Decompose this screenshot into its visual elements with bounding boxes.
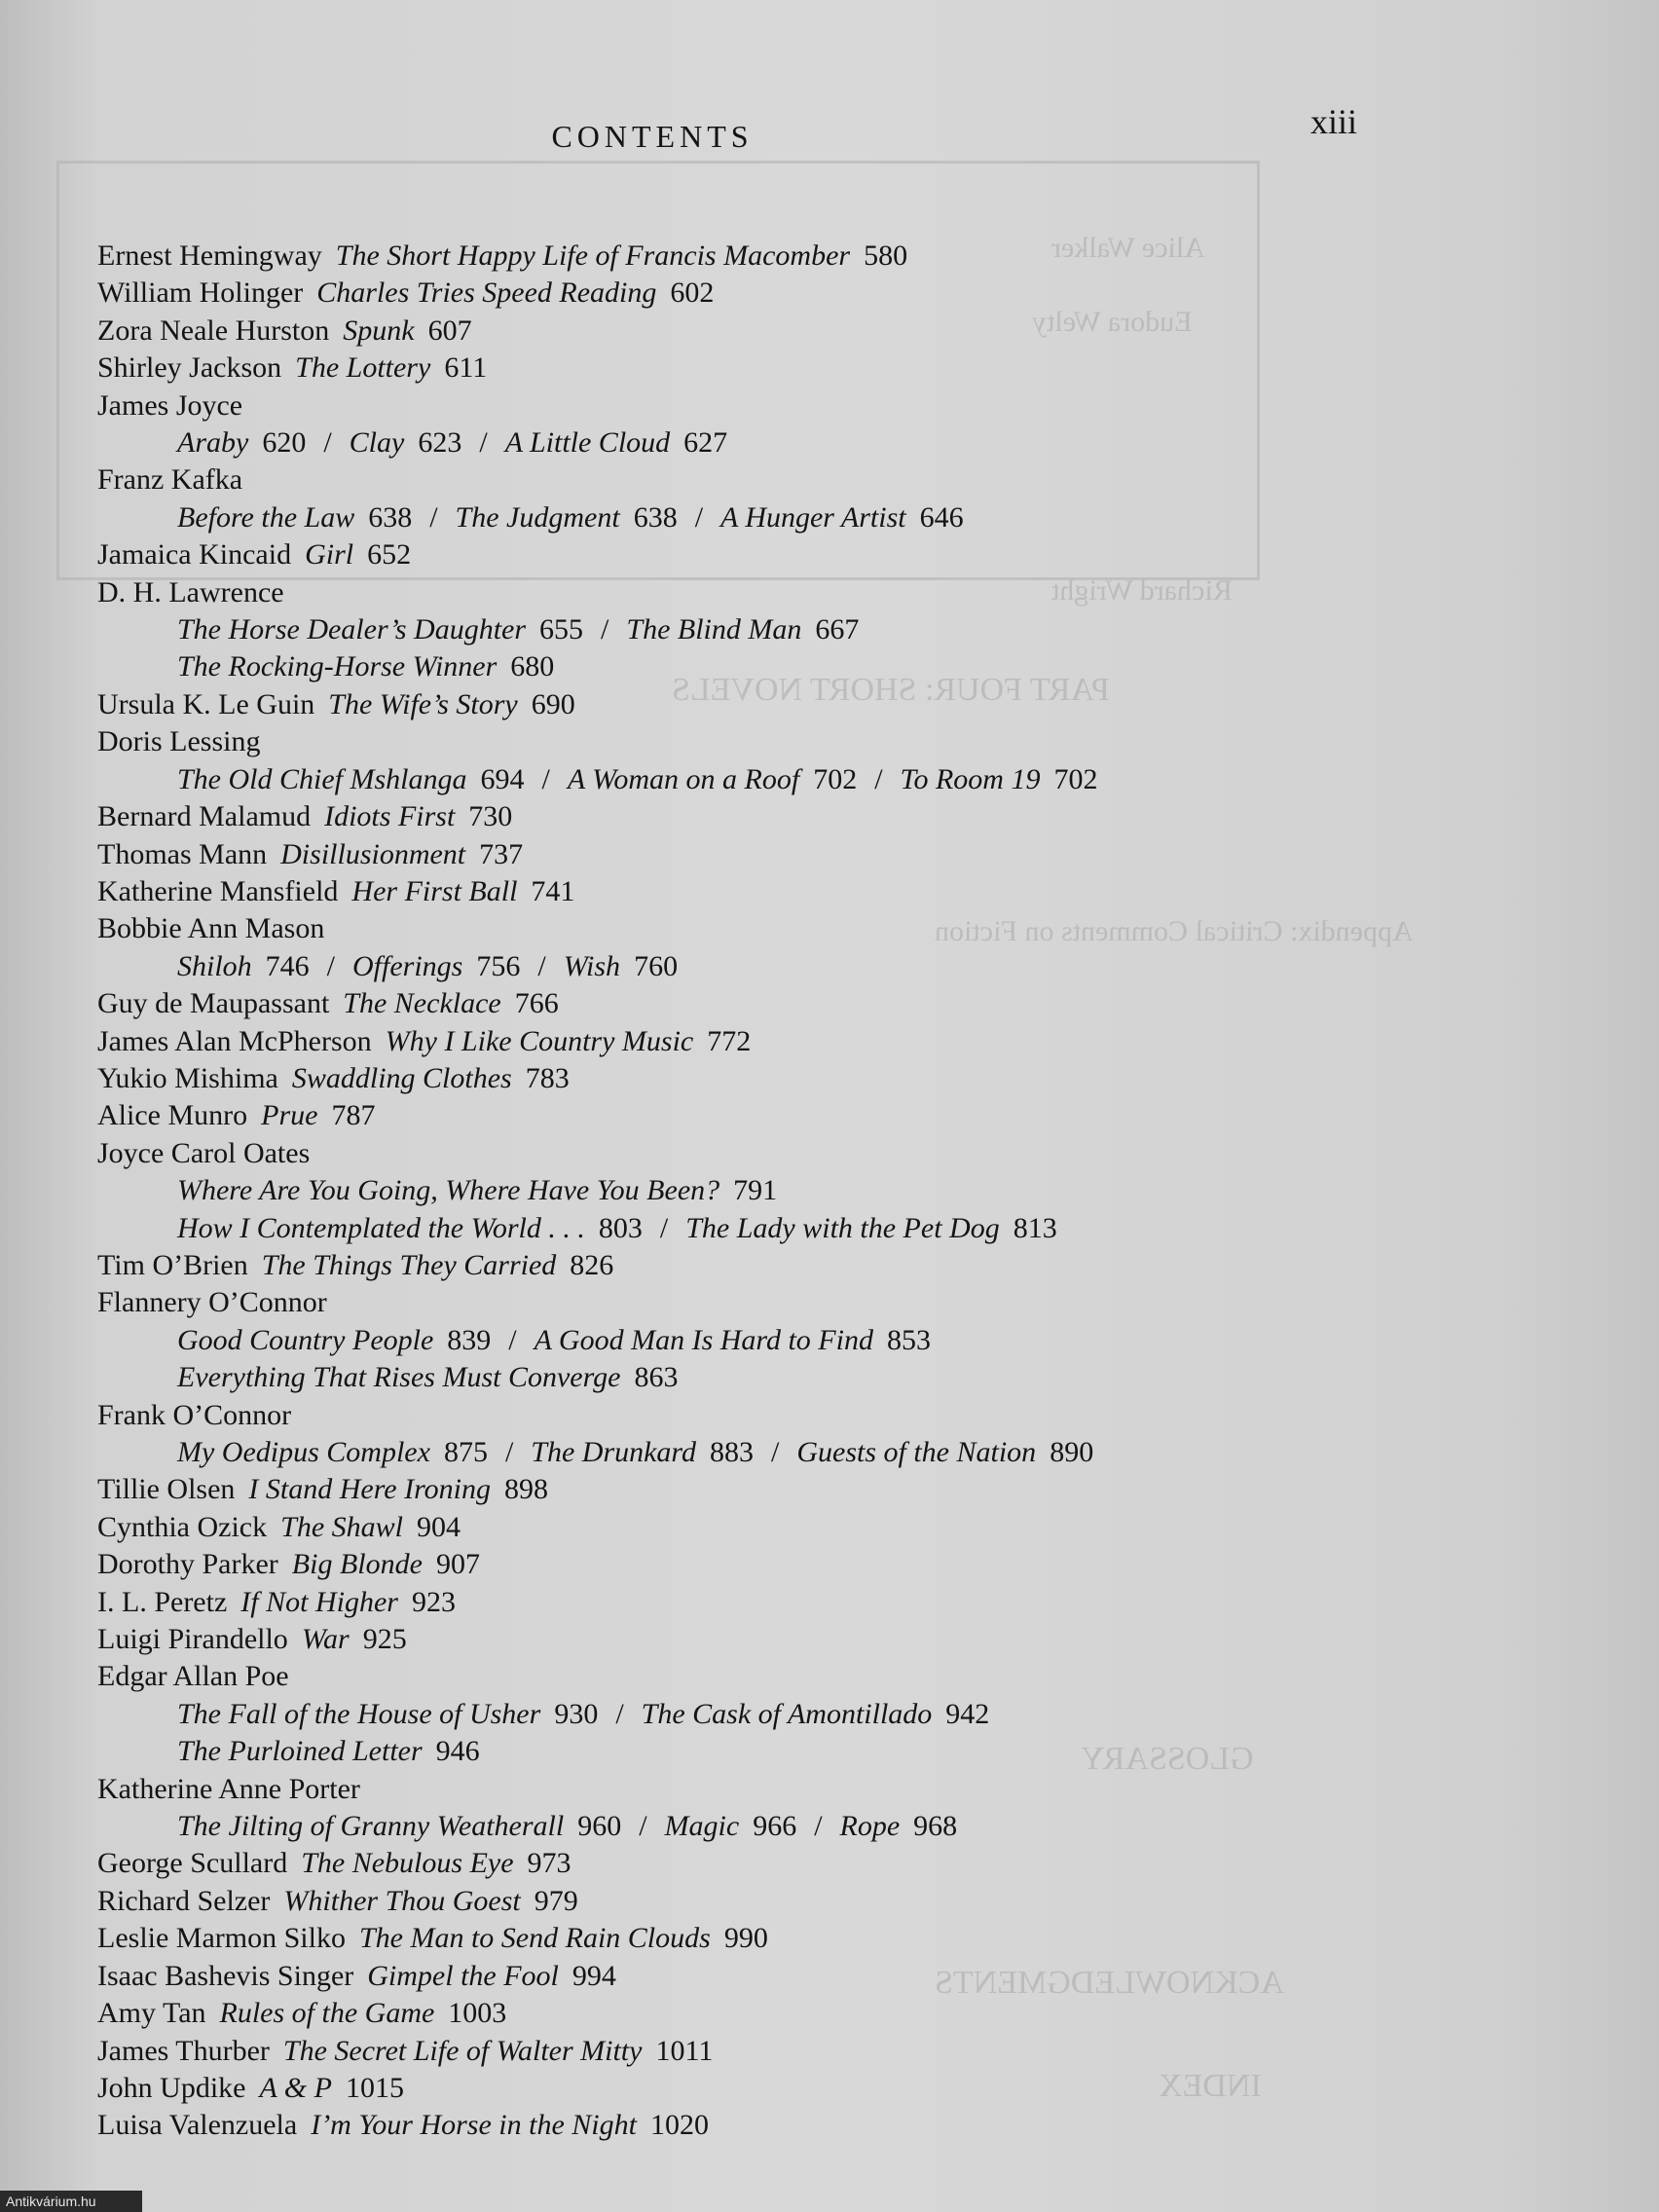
contents-entry	[97, 873, 1324, 910]
author-name: Bernard Malamud	[97, 800, 312, 833]
story-title: Charles Tries Speed Reading	[316, 276, 657, 310]
separator: /	[537, 949, 546, 982]
story-title: A Little Cloud	[504, 426, 671, 460]
contents-subline	[97, 1733, 1324, 1770]
author-name: I. L. Peretz	[97, 1585, 228, 1618]
separator: /	[541, 762, 550, 795]
page-ref: 925	[362, 1623, 407, 1656]
author-name: Leslie Marmon Silko	[97, 1922, 346, 1955]
page-ref: 853	[886, 1323, 931, 1356]
story-title: The Lady with the Pet Dog	[685, 1211, 1000, 1244]
page-ref: 766	[514, 987, 559, 1020]
story-title: The Things They Carried	[261, 1248, 557, 1281]
author-name: Tillie Olsen	[97, 1473, 236, 1506]
contents-entry	[97, 1958, 1324, 1995]
story-title: How I Contemplated the World . . .	[177, 1211, 585, 1244]
story-title: Prue	[261, 1099, 318, 1132]
story-title: Rules of the Game	[219, 1997, 435, 2030]
contents-entry	[97, 1584, 1324, 1621]
contents-entry	[97, 2070, 1324, 2107]
contents-entry	[97, 1771, 1324, 1808]
page-ref: 760	[634, 949, 679, 982]
contents-list	[97, 238, 1324, 2145]
author-name: Shirley Jackson	[97, 351, 282, 385]
separator: /	[479, 426, 488, 460]
story-title: I’m Your Horse in the Night	[311, 2109, 637, 2142]
story-title: A Good Man Is Hard to Find	[534, 1323, 873, 1356]
story-title: Big Blonde	[291, 1548, 423, 1581]
page-ref: 756	[476, 949, 521, 982]
page-number: xiii	[1310, 102, 1358, 141]
page-ref: 730	[468, 800, 513, 833]
page-ref: 994	[571, 1959, 616, 1992]
story-title: I Stand Here Ironing	[248, 1473, 491, 1506]
author-name: Guy de Maupassant	[97, 987, 330, 1020]
contents-entry	[97, 1621, 1324, 1658]
page-ref: 1015	[345, 2071, 404, 2104]
page-ref: 702	[813, 762, 858, 795]
contents-entry	[97, 1471, 1324, 1508]
author-name: James Thurber	[97, 2034, 270, 2067]
story-title: Clay	[349, 426, 405, 460]
story-title: Where Are You Going, Where Have You Been?	[177, 1174, 720, 1207]
story-title: The Shawl	[280, 1510, 403, 1543]
page-ref: 966	[753, 1810, 797, 1843]
page-ref: 627	[683, 426, 728, 460]
watermark: Antikvárium.hu	[0, 2191, 142, 2212]
page-ref: 883	[710, 1436, 754, 1468]
page-ref: 694	[480, 762, 525, 795]
contents-entry	[97, 387, 1324, 424]
contents-entry	[97, 461, 1324, 498]
author-name: James Joyce	[97, 388, 243, 422]
page-ref: 791	[733, 1174, 778, 1207]
page-ref: 772	[707, 1024, 752, 1057]
story-title: Before the Law	[177, 500, 355, 534]
story-title: Shiloh	[177, 949, 252, 982]
contents-entry	[97, 574, 1324, 611]
page-ref: 655	[539, 613, 584, 646]
story-title: Rope	[839, 1810, 901, 1843]
author-name: Isaac Bashevis Singer	[97, 1959, 354, 1992]
story-title: Whither Thou Goest	[283, 1884, 521, 1917]
book-page: Alice Walker Eudora Welty Richard Wright PART FOUR: SHORT NOVELS Appendix: Critical Comments on Fiction GLOSSARY ACKNOWLEDGMENTS INDEX CONTENTS xiii Ernest Hemingway The Short Happy Life of Francis Macomber 580 William Holinger Charles Tries Speed Reading 602 Zora Neale Hurston Spunk 607 Shirley Jackson The Lottery 611 James Joyce Araby 620 / Clay 623 / A Little Cloud 627 Franz Kafka Before the Law 638 / The Judgment 638 / A Hunger Artist 646 Jamaica Kincaid Girl 652 D. H. Lawrence The Horse Dealer’s Daughter 655 / The Blind Man 667 The Rocking-Horse Winner 680 Ursula K. Le Guin The Wife’s Story 690 Doris Lessing The Old Chief Mshlanga 694 / A Woman on a Roof 702 / To Room 19 702 Bernard Malamud Idiots First 730 Thomas Mann Disillusionment 737 Katherine Mansfield Her First Ball 741 Bobbie Ann Mason Shiloh 746 / Offerings 756 / Wish 760 Guy de Maupassant The Necklace 766 James Alan McPherson Why I Like Country Music 772 Yukio Mishima Swaddling Clothes 783 Alice Munro Prue 787 Joyce Carol Oates Where Are You Going, Where Have You Been? 791 How I Contemplated the World . . . 803 / The Lady with the Pet Dog 813 Tim O’Brien The Things They Carried 826 Flannery O’Connor Good Country People 839 / A Good Man Is Hard to Find 853 Everything That Rises Must Converge 863 Frank O’Connor My Oedipus Complex 875 / The Drunkard 883 / Guests of the Nation 890 Tillie Olsen I Stand Here Ironing 898 Cynthia Ozick The Shawl 904 Dorothy Parker Big Blonde 907 I. L. Peretz If Not Higher 923 Luigi Pirandello War 925 Edgar Allan Poe The Fall of the House of Usher 930 / The Cask of Amontillado 942 The Purloined Letter 946 Katherine Anne Porter The Jilting of Granny Weatherall 960 / Magic 966 / Rope 968 George Scullard The Nebulous Eye 973 Richard Selzer Whither Thou Goest 979 Leslie Marmon Silko The Man to Send Rain Clouds 990 Isaac Bashevis Singer Gimpel the Fool 994 Amy Tan Rules of the Game 1003 James Thurber The Secret Life of Walter Mitty 1011 John Updike A & P 1015 Luisa Valenzuela I’m Your Horse in the Night 1020 Antikvárium.hu	[0, 0, 1659, 2212]
page-ref: 968	[913, 1810, 958, 1843]
author-name: Katherine Anne Porter	[97, 1772, 360, 1805]
separator: /	[323, 426, 332, 460]
author-name: Luigi Pirandello	[97, 1623, 288, 1656]
author-name: Zora Neale Hurston	[97, 313, 330, 347]
separator: /	[508, 1323, 517, 1356]
author-name: Thomas Mann	[97, 837, 268, 870]
contents-entry	[97, 723, 1324, 760]
separator: /	[326, 949, 336, 982]
author-name: Luisa Valenzuela	[97, 2109, 298, 2142]
page-ref: 923	[411, 1585, 456, 1618]
author-name: Amy Tan	[97, 1997, 206, 2030]
story-title: The Rocking-Horse Winner	[177, 650, 498, 683]
page-ref: 638	[368, 500, 413, 534]
story-title: Spunk	[343, 313, 415, 347]
page-ref: 803	[598, 1211, 643, 1244]
contents-entry	[97, 1284, 1324, 1321]
story-title: The Man to Send Rain Clouds	[358, 1922, 711, 1955]
separator: /	[659, 1211, 669, 1244]
contents-subline	[97, 499, 1324, 536]
page-ref: 1020	[649, 2109, 709, 2142]
page-ref: 875	[443, 1436, 488, 1468]
story-title: Idiots First	[324, 800, 456, 833]
story-title: The Necklace	[343, 987, 501, 1020]
story-title: Her First Ball	[351, 874, 518, 907]
separator: /	[814, 1810, 823, 1843]
author-name: James Alan McPherson	[97, 1024, 372, 1057]
page-ref: 652	[367, 538, 412, 571]
author-name: Dorothy Parker	[97, 1548, 278, 1581]
author-name: William Holinger	[97, 276, 304, 310]
page-header: CONTENTS	[551, 119, 754, 154]
story-title: Good Country People	[177, 1323, 434, 1356]
page-ref: 746	[265, 949, 310, 982]
story-title: Wish	[563, 949, 621, 982]
contents-entry	[97, 798, 1324, 835]
author-name: Yukio Mishima	[97, 1061, 278, 1094]
contents-subline	[97, 1808, 1324, 1845]
contents-subline	[97, 424, 1324, 461]
story-title: The Drunkard	[531, 1436, 696, 1468]
story-title: A & P	[259, 2071, 332, 2104]
contents-entry	[97, 2033, 1324, 2070]
contents-entry	[97, 836, 1324, 873]
contents-entry	[97, 1097, 1324, 1134]
story-title: The Purloined Letter	[177, 1735, 423, 1768]
contents-subline	[97, 1696, 1324, 1733]
page-ref: 907	[435, 1548, 480, 1581]
contents-entry	[97, 1658, 1324, 1695]
author-name: Joyce Carol Oates	[97, 1136, 311, 1169]
page-ref: 741	[531, 874, 575, 907]
page-ref: 904	[417, 1510, 461, 1543]
contents-subline	[97, 1210, 1324, 1247]
contents-entry	[97, 910, 1324, 947]
author-name: Ursula K. Le Guin	[97, 687, 315, 720]
page-ref: 787	[331, 1099, 376, 1132]
story-title: The Fall of the House of Usher	[177, 1697, 541, 1730]
page-ref: 826	[570, 1248, 614, 1281]
author-name: Franz Kafka	[97, 463, 243, 497]
page-ref: 737	[479, 837, 524, 870]
separator: /	[771, 1436, 780, 1468]
contents-subline	[97, 611, 1324, 648]
story-title: To Room 19	[900, 762, 1041, 795]
page-ref: 942	[945, 1697, 990, 1730]
author-name: Bobbie Ann Mason	[97, 912, 325, 945]
page-ref: 602	[670, 276, 715, 310]
story-title: Why I Like Country Music	[385, 1024, 694, 1057]
contents-subline	[97, 1359, 1324, 1396]
page-ref: 898	[504, 1473, 548, 1506]
story-title: The Lottery	[295, 351, 431, 385]
story-title: If Not Higher	[240, 1585, 398, 1618]
contents-entry	[97, 1920, 1324, 1957]
contents-subline	[97, 1434, 1324, 1471]
contents-entry	[97, 1023, 1324, 1060]
story-title: The Short Happy Life of Francis Macomber	[335, 240, 851, 272]
contents-entry	[97, 238, 1324, 275]
page-ref: 638	[633, 500, 678, 534]
separator: /	[504, 1436, 514, 1468]
story-title: Araby	[177, 426, 249, 460]
author-name: Edgar Allan Poe	[97, 1660, 289, 1693]
story-title: Guests of the Nation	[796, 1436, 1037, 1468]
contents-entry	[97, 1995, 1324, 2032]
contents-entry	[97, 686, 1324, 723]
author-name: Frank O’Connor	[97, 1398, 292, 1431]
story-title: Magic	[664, 1810, 740, 1843]
page-ref: 680	[510, 650, 555, 683]
author-name: Flannery O’Connor	[97, 1286, 327, 1319]
contents-entry	[97, 1135, 1324, 1172]
separator: /	[601, 613, 609, 646]
story-title: The Old Chief Mshlanga	[177, 762, 467, 795]
page-ref: 667	[815, 613, 860, 646]
contents-entry	[97, 313, 1324, 350]
page-ref: 979	[534, 1884, 578, 1917]
story-title: My Oedipus Complex	[177, 1436, 430, 1468]
contents-entry	[97, 2107, 1324, 2144]
story-title: The Nebulous Eye	[301, 1847, 514, 1880]
story-title: Swaddling Clothes	[291, 1061, 512, 1094]
author-name: Ernest Hemingway	[97, 240, 322, 272]
author-name: George Scullard	[97, 1847, 288, 1880]
author-name: Katherine Mansfield	[97, 874, 339, 907]
story-title: The Wife’s Story	[328, 687, 518, 720]
author-name: Doris Lessing	[97, 725, 261, 758]
story-title: A Hunger Artist	[720, 500, 906, 534]
contents-entry	[97, 1509, 1324, 1546]
story-title: The Secret Life of Walter Mitty	[282, 2034, 643, 2067]
page-ref: 623	[418, 426, 462, 460]
contents-entry	[97, 1546, 1324, 1583]
page-ref: 990	[723, 1922, 768, 1955]
story-title: The Judgment	[455, 500, 620, 534]
page-ref: 580	[864, 240, 908, 272]
story-title: The Cask of Amontillado	[641, 1697, 933, 1730]
contents-entry	[97, 1883, 1324, 1920]
page-ref: 611	[444, 351, 488, 385]
story-title: Everything That Rises Must Converge	[177, 1361, 621, 1394]
page-ref: 946	[435, 1735, 480, 1768]
separator: /	[694, 500, 704, 534]
story-title: A Woman on a Roof	[567, 762, 800, 795]
page-ref: 839	[447, 1323, 492, 1356]
contents-subline	[97, 761, 1324, 798]
page-ref: 960	[577, 1810, 622, 1843]
contents-subline	[97, 1172, 1324, 1209]
story-title: Disillusionment	[280, 837, 466, 870]
separator: /	[874, 762, 883, 795]
page-ref: 930	[554, 1697, 599, 1730]
author-name: Jamaica Kincaid	[97, 538, 292, 571]
page-ref: 620	[262, 426, 307, 460]
contents-entry	[97, 985, 1324, 1022]
page-ref: 863	[634, 1361, 679, 1394]
author-name: Alice Munro	[97, 1099, 248, 1132]
contents-entry	[97, 1060, 1324, 1097]
page-ref: 607	[427, 313, 472, 347]
contents-subline	[97, 948, 1324, 985]
story-title: The Jilting of Granny Weatherall	[177, 1810, 565, 1843]
page-ref: 890	[1050, 1436, 1094, 1468]
author-name: Tim O’Brien	[97, 1248, 248, 1281]
page-ref: 1003	[448, 1997, 507, 2030]
separator: /	[615, 1697, 624, 1730]
page-ref: 646	[919, 500, 964, 534]
page-ref: 1011	[655, 2034, 714, 2067]
page-ref: 690	[531, 687, 575, 720]
page-ref: 702	[1053, 762, 1098, 795]
story-title: War	[301, 1623, 350, 1656]
contents-entry	[97, 275, 1324, 312]
separator: /	[639, 1810, 647, 1843]
contents-entry	[97, 1247, 1324, 1284]
contents-entry	[97, 536, 1324, 573]
contents-subline	[97, 648, 1324, 685]
story-title: Girl	[305, 538, 354, 571]
author-name: Cynthia Ozick	[97, 1510, 268, 1543]
contents-entry	[97, 350, 1324, 387]
contents-entry	[97, 1845, 1324, 1882]
author-name: John Updike	[97, 2071, 246, 2104]
page-ref: 783	[525, 1061, 570, 1094]
story-title: Offerings	[352, 949, 463, 982]
contents-subline	[97, 1322, 1324, 1359]
page-ref: 973	[527, 1847, 571, 1880]
author-name: Richard Selzer	[97, 1884, 271, 1917]
separator: /	[429, 500, 438, 534]
story-title: The Blind Man	[626, 613, 802, 646]
author-name: D. H. Lawrence	[97, 575, 284, 608]
story-title: The Horse Dealer’s Daughter	[177, 613, 527, 646]
contents-entry	[97, 1397, 1324, 1434]
page-ref: 813	[1013, 1211, 1057, 1244]
story-title: Gimpel the Fool	[367, 1959, 559, 1992]
